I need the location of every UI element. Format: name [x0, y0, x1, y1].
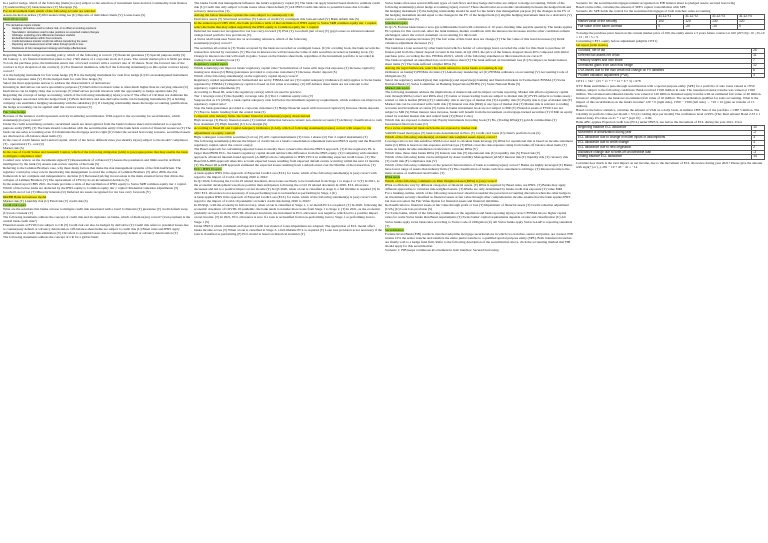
table-cell: 120 — [738, 20, 765, 25]
table-cell: -2 — [752, 130, 765, 135]
highlight: IRRBB Bank in business model — [3, 194, 47, 199]
table-cell: 25 — [752, 49, 765, 54]
inset-list — [6, 27, 188, 49]
highlight: Fair value hedge — [3, 109, 26, 114]
table-cell: 14 — [752, 155, 765, 160]
text-block: In the case of credit futures and Central Capital, which of the below different rules you identify is(are) subject to the model? compliance (T) - operational (T) - real (U) — [3, 137, 188, 146]
text-block: Bank's interest expense increases (T) The fair value of this bond does not change (T) The fair value of this bond decreases (U) Debit valuation adjustment decreases (V) — [385, 37, 565, 46]
text-block: In 2022Q1, with the economy in full recovery, when a loan is classified at Stage 1, a 12-month ECL is required. (T) In 2020, following the economic downturn of COVID-19 pandemic, the bank tends to transfer more loans from Stage 1 to Stage 2. (T) In 2021, as the economic gradually recovers from the COVID-19 related downturn, the increment in ECL allowance was negative, which led to a positive impact on net income. (T) In 2021, ECL allowance is zero if a loan is reclassified from non-performing loan to Stage 1 or performing loan to Stage 1 (S) — [194, 203, 382, 224]
highlight: In the annual report UBS 2021, the bank provides a table of Reconciliation of IFRS equity to Swiss SRB common equity tier 1 capital, select the items that may adjust negatively the IFRS equity to Common equity tier 1 capital: — [194, 21, 377, 30]
column-2 — [194, 1, 382, 541]
text-block: A bank applies IFRS 9 the approach of Expected Credit Loss (ECL) for loans, which of the following statement(s) is (are) correct with regard to the impact of Covid-19 pandemic on bank's credit risk during 2020 to 2022? — [194, 195, 377, 204]
table-cell: 130 — [711, 20, 738, 25]
table-row — [577, 24, 765, 29]
table-cell: 0 — [657, 24, 684, 29]
text-block: Reclassification to financial assets at fair value through profit or loss (T) Impairment of financial assets (T) Credit valuation adjustment (CVA) (U) Loan loss provision (S) — [385, 203, 569, 212]
text-block: Regulatory capital requirements in Switzerland are set by FINMA and are (T) Capital Adequacy Ordinance (CAO) applies to Swiss banks regulated by FINMA (T) Regulatory capital is based on fair value accounting. (U) Off-balance sheet items are not relevant to the regulatory capital adjustments (T) — [194, 77, 382, 90]
text-block: What are the solutions that banks can use to mitigate credit risk associated with a loan? Collaterals (T) guarantee (T) credit default swap (U) loan covenant (V) — [3, 206, 188, 215]
table-cell: 31.12.Y1 — [657, 15, 684, 20]
highlight: ECL / IFRS 9 topics — [194, 166, 222, 171]
table-cell: 3 — [752, 73, 765, 78]
table-cell: -20 — [684, 24, 711, 29]
text-block: CET1 = 742 − (25 + 11 + 7 + 12 + 6 + 3) = 678 — [576, 79, 641, 84]
highlight: RWA stuck — [385, 175, 401, 180]
table-cell: Allowance change due to write-off uncollectible loan — [577, 150, 752, 155]
highlight: According to Basel III and Capital Adequacy Ordinance (CAO), which of following statement(s) is(are) correct with respect to tier adjustments on equity capital? — [194, 126, 372, 135]
inset-item: • Embedded derivatives within host contracts — [12, 37, 188, 40]
text-block: For a banking outline, which of the following reason best/ should reconsider the perceived accounting discretion when the other hedge is an investment security classified as financial assets at fair value through other comprehensive income assume that the bank applies IFRS but does not select the Fair Value Option for financial assets and financial liabilities. — [385, 191, 571, 204]
text-block: Scenario 1b: the securitized mortgages remain recognized on FIB balance sheet as pledged assets: secured borrowing — [576, 1, 736, 5]
table-cell: Deferred tax assets net of tax — [577, 53, 752, 58]
highlight: For a swiss commercial bank such items are exposed to market risk: — [385, 126, 478, 131]
text-block — [3, 150, 191, 158]
table-cell: 12 — [752, 63, 765, 68]
text-block: According to Basel III, select the regulatory ratio(s) which are used in practice: — [194, 90, 302, 95]
table-cell: Treasury shares and own share — [577, 58, 752, 63]
highlight: Statement topics — [385, 21, 408, 26]
table-cell: Fair value of the future contract — [577, 24, 657, 29]
text-block: Ordinance on banks(T) FINMA circulars (T) Anti-money laundering act (U) FINMA ordinance on accounting (V) Accounting Code of Obligations (S) — [385, 69, 568, 78]
text-block: Select the regulatory authority(ies) that regulate(s) and supervise(s) banking and financial markets in Switzerland: FINMA (T) Swiss National Bank (U) Swiss Committee on Banking Supervision (BCBS) (V) Swiss National Bank (S) — [385, 77, 566, 86]
text-block: Regarding the bank's hedge accounting policy, which of the following is correct: (T) financial guarantee (T) Special purpose entity (S) — [3, 52, 186, 57]
text-block: statement(s) is(are) correct? — [194, 41, 232, 46]
text-block: Assets-backed securities (T) IPO underwriting fee (U) Deposits of individual clients (V) Loans-loans (S) — [3, 13, 146, 18]
text-block: In a perfect hedge, which of the following (items) is (are) subject to the selection of investment basis derived. Commodity trade finance (T) underwriting (U) bank insurance (V) Mortgage (S). — [3, 1, 188, 10]
text-block: Market risk (S) — [3, 145, 24, 150]
text-block: Stop the bank guarantees provided to corporate customers (T) Hedge financial assets with borrowed capital (U) Increase clients deposits (V) Borrow funds/ funding from the central bank (S) — [194, 106, 379, 115]
highlight: Among the legal framework, select the items referred to swiss banks accounting & reg: — [385, 65, 504, 70]
text-block: Based on the table, calculate the amount of SPE's capital consolidation with SPE. — [576, 5, 687, 10]
inset-screenshot — [3, 22, 191, 52]
text-block: The securities allocation is (T) Trades accepted by the bank are recorded as contingent losses. (U) In a trading book, the bank records the transaction ordered by customers (V) The rise in interest rate will increase the value of debt securities recorded as banking book. (S) Change in interest rate risk will result in gains / losses on the balance sheet item, regardless of the investment portfolio is recorded in trading book or banking book (T) — [194, 45, 380, 62]
text-block: Bank ABC applies Expected credit loss (ECL) under IFRS 9, see below the movement of ECL during the year 2021. Total — [576, 119, 742, 124]
highlight: Market risk topics — [385, 85, 410, 90]
inset-item: • Speculation: derivatives used to take positions on expected market changes — [12, 31, 188, 34]
text-block: In Q1-Y, Fortune bank issues a zero-gas reimbursable bond with a duration of 10 years, funding time payable quarterly. The banks applies EU options for this own bond. After the bank initiates, market conditions with the interest rate increases and the other conditions remain unchanged, select the correct statement on accounting for this bond: — [385, 25, 573, 38]
table-cell: 6 — [752, 68, 765, 73]
text-block: Swiss banks often uses several different types of cash flows and may hedge derivative are subject to hedge accounting. Which of the following statement(s) about hedge accounting is(are) correct? There should exist an economic relationship between the hedged item and the hedging instrument (T) the hedging relationship should be used for the bank's risk management purpose (T) the changes in the FV of the hedging instrument should equal to the changes in the FV of the hedged item (U) eligible hedging instrument must be a derivative (V) can be a combination (S) — [385, 1, 572, 22]
ecl-movement-table — [576, 125, 765, 160]
highlight: Securitization — [385, 227, 404, 232]
highlight: Which of the following statement(s) on banks' risk weighted assets is(are) correct? — [385, 134, 497, 139]
text-block: The Basel approach for calculating expected losses is usually more conservative than the IFRS 9 approach. (T) If the regulatory EL is larger than IFRS9 ECL, the bank's regulatory capital should subtract this difference from the IFRS equity. (T) Comparing with standard approach, advanced internal-based approach (A-IRB) is more compatible to IFRS 9 ECL in estimating expected credit losses. (T) The Basel III A-IRB approach takes into account expected losses resulting from expected default events occurring within the next 12 months (T) The Basel III A-IRB approach estimated the expected losses resulting from a default event over the lifetime of the transaction. (T) — [194, 146, 380, 167]
text-block: Which risk are exposed to market risk: Equity instruments in trading book (T) Bo. (Trading RWA)(T) gold & commodities (T) Guaranteed fixed rate loans (U) — [385, 118, 557, 127]
text-block: Tier 1 leverage ratio (T) the liquidity coverage ratio (U) Tier 1 common equity ratio (V) — [194, 94, 314, 99]
text-block: Select the most appropriate answer to address the characteristics of derivatives: — [3, 81, 111, 86]
column-4 — [576, 1, 765, 541]
table-cell: 0 — [738, 24, 765, 29]
inset-item: • Disclosure of risk management strategy and hedge effectiveness — [12, 47, 188, 50]
text-block: Regarding the concept of hedge accounting, which of the following statement(s) is(are) correct? The effect of CR must not dominate the value changes associated with the hedged item (T) Both derivative and non-derivative items can be hedging instruments (T) A holding company can establish a hedging relationship with the subsidiary (U) If a hedging relationship meets the hedge accounting qualification, the hedge accounting can be applied until the contract expires (V) — [3, 93, 189, 110]
text-block: The following statements address the concept of credit risk and its signature on banks, which of them is(are) correct? (loan payment is the central bank credit risk?) — [3, 214, 191, 223]
text-block: Market risk (T) Liquidity risk (U) Fund risk (V) credit risk (S) — [3, 198, 88, 203]
table-cell: Goodwill, net of tax — [577, 49, 752, 54]
text-block: Calculating CET1 equity before adjustment (eligible CET1) — [576, 38, 658, 43]
table-cell: Movement of amortization during year — [577, 130, 752, 135]
highlight: Compared with industry firms, the banks' financial statements(s) is(are) characterized — [194, 114, 311, 119]
text-block: Financial assets at FVOCI are subject to CR (T) Credit risk can also be hedged by derivative (T) Credit risk refers to potential losses due to counterparty default or solvency deterioration. Off-balance-sheet items are subject to credit risk (U) Basel rules and IFRS apply different rules on credit risk estimation (V) CR refers to potential losses due to counterparty default or solvency deterioration (T) — [3, 222, 189, 235]
text-block: The bank has a loan secured by other bank bond which a holder of a mortgage bond, recorded the order for this client to purchase 10 futures paid from the clients' deposit account in the bank. In Q2 2023, the price of the futures dropped about 40% compared with initial purchase price, according the Ors, FINMA 2020/1, which of the following statement on this transaction are correct? — [385, 45, 569, 58]
highlight: Regulatory capital topics — [194, 61, 228, 66]
table-cell: 11 — [752, 53, 765, 58]
text-block: SARON based mortgages (T) bank loans denominated in Euro (T) Credit card loans (U) client's portfolio book (S) — [385, 130, 541, 135]
text-block: Calculate how much is the total impact on net income, due to the movement of ECL allowance during year 2021? Please give the amount with sign(+) or (-). 281 − 10 + 45 − 41 = −14 — [576, 161, 763, 170]
text-block: For Swiss banks, which of the following comments on the regulation and bank reporting is(are) correct: FINMA has no higher capital ratios for some Swiss banks than Basel requirements (T) Swiss banks' capital requirements depends on size and classification (U) All Swiss banks apply swiss bank rules according to Swiss Code of Obligation (U) All Swiss banks apply Swiss GAAP to reporting standards (T) — [385, 211, 573, 228]
table-row — [577, 155, 765, 160]
cet1-adjustment-table — [576, 48, 765, 78]
text-block: Scenario 2b: SPE holds the control for the securitized mortgages of both tranches: sales accounting — [576, 9, 711, 14]
text-block: In Q1 2020, following the Covid-19 related downturn, more loans are likely to be transferred from Stage 1 to stage 2 or 3 (T) In 2021, as the economic development was more positive than anticipated, following the covid 19 related downturn in 2020, ECL allowance decreased and led to a positive impact on net income (T) In Q3 2020, when a loan is classified at stage 0, a full lifetime is required (T) In 2021 ECL allowance is not necessary, if non-performing loan is reclassified as performing in Stage 1 (U) — [194, 179, 380, 196]
text-block: The following statement(s) discuss the impact of credit risk on a bank's consolidation adjustment between IFRS 9 equity and the Basel III regulatory capital, select the correct one(s): — [194, 138, 381, 147]
text-block: High leverage (T) Heavy financial assets (T) Limited distinction between current/ non-current accounts (T) Arbitrary classification to cash flow statement (T) High liquidity (U) Low margin (S) — [194, 118, 382, 127]
text-block: Suppose that as CS (2018), a bank capital adequacy ratio fell below the minimum regulatory requirements, which solution can improve its regulatory capital ratio? — [194, 98, 382, 107]
text-block: In the annual report CBIS 2021, the bank provides a table of Reconciliation of IFRS equity to Swiss SRB common equity tier 1 capital. Which of the below items are deducted by the IFRS equity to Common equity tier 1 capital: Prudential valuation adjustments (T) Goodwill, net of tax (T) Minority interests (U) Deferred tax assets recognised for tax loss carry forwards (V) — [3, 182, 187, 195]
text-block: Referring to the Lehman Brothers case, why there many factors that make the risk management systems of the firm inefficient. The regulator could play a key role in monitoring risk management to avoid the collapse of Lehman Brothers (T) After 2006, the risk framework is not complete and independent to decision (U) Decreased pricing in real estate is the main external factor that drives the collapse of Lehman Brothers (V) The replacement of CFO by its an incremental decision (S) — [3, 166, 184, 183]
text-block: Which solution(s) can improve banks' regulatory capital ratio? Securitization of loans with large risk exposure (T) Increase capital by issuing new shares (U) Bring guarantees provided to corporate customers (T) Increase clients' deposit (S) — [194, 65, 375, 74]
table-cell: ECL allowance due to new origination — [577, 145, 752, 150]
highlight: Among the below measures/ options the ones subject to counterparty CR: — [194, 13, 294, 18]
text-block: Deferred tax assets not recognised for tax loss carry-forward (T) PVA (T), Goodwill (net of tax) (T) (pp) Losses on advanced entered ratings-based portfolio loss provisions (T). — [194, 29, 375, 38]
table-cell: 3 — [752, 135, 765, 140]
text-block: On January 1, A's financial institution plans to buy 1'500 shares of a corporate stock in 3 years. The current market price is $100 per share. To lock the purchase price, the institution enters into a forward contract with a contract rate of 10 shares. Note: the forward rate of the contract is 0 (at inception of the contract). (1) For financial institution, which of the following statement(s) on this option contract is(are) correct? — [3, 56, 191, 74]
text-block: XYZ Bank establishes a pass-through securitization with a special purpose entity (SPE) for a portfolio of auto loans valued at 1'050 million, subject to the following conditions: Bank received 1'020 million in cash. The transferred senior tranche was valued at 1'020 million. The retained subordinated tranche was valued at 120 million. Retained equity tranche with an estimated fair value of 40 million. Investors' obligation to the bank net an estimated fair value of 10 million. The securitization qualifies for sales accounting. What is the impact of this securitization on the bank's income? 120 + 0 (right side), 1'050 − 1'020 (left side) → +45 = 10 (gain on transfer of 15 million). — [576, 83, 762, 108]
text-block: Investing in derivatives can serve speculative purposes (T) Derivative's notional value is often much higher than its carrying amount (U) Derivatives can be highly risky due to leverage (V) Derivatives provide investors with the opportunity to hedge against risks (S) — [3, 85, 189, 94]
text-block: Which of the following comments on the general characteristics of bank accounting is(are) correct? Banks are highly leveraged (T) Banks have lower range of assets than industry firms (T) The classification of banks cash flow statement is arbitrage. (T) Interest income is the main revenue of traditional retail banks. (T) — [385, 162, 573, 175]
text-block: The following statement address the implications of market risk and its impact on bank reporting. Market risk affects regulatory capital ratio through RWA (correct and RWA also) (T) Gains or losses trading book are subject to market risk (U) FVPL subjects to banks assets / related or risk is market (RWA) (T) Commodity risk is one type of market risk (T) Liquidity risk (V) Equity risk is type of market risk (T) Market risk can be correlated with credit risk (T) Interest rate risk (IRR) is one type of market risk (T) Market risk is relevant to trading accounts and investment accounts (T) Gains in banks investment book are not subject to MR (V) Financial assets at FVOCI are not subject to MR (S) When interest rates increase, banks will benefit from the investment on mortgage-backed securities (T) If MR on equity raised by residual market risk and central bank (T) (Bond 2 also) — [385, 90, 573, 119]
text-block: The bank recognised an unrealized loss on its balance sheet (T) The bank suffered an investment loss (U) No impact on banks balance sheet items (V) The bank suffered a higher RWA (S) — [385, 57, 567, 66]
text-block: A bank applies IFRS 9 the approach of Expected Credit Loss (ECL) for loans, which of the following statement(s) is (are) correct with regard to the impact of Covid-19 during 2020 to 2022: — [194, 170, 377, 180]
text-block: Leverage ratio is not risk sensitive: RWA is not used to calculate bank leverage (T) RWA for operational risk is based on income statement items (U) RWA is based on risk exposure and risk type (T) RWA cover the risk exposure rising from banks off balance sheet items (T) Gains on banks income statement is irrelevant to calculate RWA (V) — [385, 138, 573, 151]
text-block: A Swiss retail bank uses Swiss law as accounting reference, which of the following — [194, 37, 307, 42]
text-block: The following statements address the concept of CR for a global bank: — [3, 234, 99, 239]
text-block: Under the credit securitizing scenario, securitized assets are derecognized from the bank's balance sheet and transferred to a special-purpose entity (SPE) (T) The bank should consolidate with the securitization entity if the bank holds control of financial resources (T) The bank can use sales accounting even if it maintains the mortgage service right (U) Under the secured borrowing scenario, securitized assets are disclosed as off-balance sheet items (S) — [3, 121, 191, 138]
highlight: Derivatives topics — [3, 17, 28, 22]
text-block: The banks Credit risk management influence the bank's regulatory capital (T) The bank can apply internal based model to estimate credit risk (U) Credit risk only subject to bank losses when client default (V) All IFRS Credit risk refers to potential losses due to banks solvency deterioration (T). — [194, 1, 380, 14]
text-block: Conduct new review on the documents signed (T) Reassessment of collateral (T) Assess the parameters and limits used in artificial intelligence by the bank (U) Assess sale-review surplus of the bank (S) — [3, 158, 181, 167]
table-cell: ECL allowance due to credit change — [577, 140, 752, 145]
table-cell: Unrealized gains from cash flow hedge — [577, 63, 752, 68]
text-block — [576, 43, 765, 47]
inset-item: • Credit derivatives transfer credit risk without transferring the asset — [12, 40, 188, 43]
text-block: Derivative assets (T) Structured securities (T) Letters of credit (U) contingent risk loan-encoded (V) Bank default risk (S) — [194, 17, 360, 22]
text-block — [194, 21, 382, 29]
table-cell: 31.12.Y3 — [711, 15, 738, 20]
table-cell: 2 — [752, 145, 765, 150]
column-3 — [385, 1, 573, 541]
table-cell: ECL allowance due to change in model inputs or assumptions — [577, 135, 752, 140]
text-block: Scenario 1: FIB keeps continuous involvement in both tranches: Secured borrowing — [385, 247, 499, 252]
table-cell: -3 — [752, 150, 765, 155]
highlight: bal report (with in mio) — [576, 43, 608, 47]
table-cell: 120 — [684, 20, 711, 25]
table-cell: 31.12.Y4 — [738, 15, 765, 20]
text-block: A is the hedging instrument for fair value hedge (T) B is the hedging instrument for cash flow hedge (U) It's an undesignated instrument for future exposure risks (V) It's the hedged item for cash flow hedge (S) — [3, 73, 188, 82]
inset-item: • Arbitrage: exploiting price differences between markets — [12, 34, 188, 37]
text-block: To hedge the purchase price based on the current market price of 100, the entity enters a 3 years future contract at 100 (20+10)= 10 ; 25-10 = 15 ; 10 / 5 = 5. — [576, 30, 765, 39]
text-block: Based on the below statistics, calculate the amount of VAR on a daily basis, in million CHF. Size of the portfolio = CHF 5 million. The volatility in portfolio value per month = 5% (21 trading days per month) The confidence level at 99% (The: Real amount Bond 2.33 x 1 desired data). P's-value on 21 * 1 rel * (sqrt 10) → 0.09. — [576, 107, 761, 120]
inset-item: • Reporting and measurement at fair value through profit or loss — [12, 43, 188, 46]
highlight: Which of the following comments on Risk Weighted Asset (RWA) is (are) correct? — [385, 179, 498, 184]
text-block: Which of the following items can be mitigated by Asset Liability Management (ALM)? Interest risk (T) liquidity risk (T) currency risk (T) credit risk (F) compliance risk (V) — [385, 154, 569, 163]
highlight: For an investment bank which of the following account are relevant: — [3, 9, 96, 14]
table-cell: 31.12.Y2 — [684, 15, 711, 20]
text-block — [194, 126, 382, 134]
inset-title: The derivatives topics include: — [6, 24, 41, 28]
table-cell: Market value of the security — [577, 20, 657, 25]
table-cell: 10 — [752, 126, 765, 131]
table-cell: Prudent valuation adjustment (PVA) — [577, 73, 752, 78]
text-block: Which of the following statement(s) on the regulatory capital is(are) correct? — [194, 73, 299, 78]
text-block: RWA coefficients vary by different categories of financial assets. (T) RWA is required by Basel rules, not IFRS. (T) Banks may apply different approaches to calculate risk-weighted assets. (T) RWAs are only determined by banks credit risk exposure (T) value MRI — [385, 183, 566, 192]
highlight: In the case of Credit Suisse and Greensill Capital, which of the following mitigation (with) is (are) appropriate that may enable the bank to mitigate compliance risk? — [3, 149, 188, 159]
table-cell: Ending balance ECL allowance — [577, 155, 752, 160]
table-row — [577, 73, 765, 78]
text-block: Which risks, these risks banks RWA (T) Interest rate risk (T) Operational risk (U) Liquidity risk (S) Fraud risk (V) — [385, 150, 541, 155]
text-block: High contingent convertible securities (CoCos) (T) AT1 capital instruments (T) Class 1 shares (U) Tier 2 capital instruments (T) — [194, 134, 368, 139]
highlight: Credit risk topics — [3, 202, 27, 207]
table-cell: 4 — [752, 140, 765, 145]
table-cell: CVA losses due to the own credit risk change on FV liabilities — [577, 68, 752, 73]
market-value-table — [576, 14, 765, 30]
column-1 — [3, 1, 191, 541]
table-cell: -10 — [711, 24, 738, 29]
inset-item: • Hedging: derivatives used to reduce risk, or to offset an existing exposure — [12, 27, 188, 30]
table-cell: 100 — [657, 20, 684, 25]
text-block: Because of the lenience credit represents activity in utilizing securitization. With regard to the accounting for securitization, which statement(s) is (are) correct? — [3, 113, 180, 122]
text-block: Fortune Invest Bank (FIB) conducts tranched subprime mortgage securitizations in which two tranches, senior and junior, are created. FIB retains 10% the senior tranche and transfers the entire junior tranche to a qualified special purpose entity (SPE). Both transferred tranches are finally sold to a hedge fund firm. Refer to the following description of the securitization above, click the accounting method that FIB should apply for this securitization. — [385, 231, 573, 248]
table-cell: 7 — [752, 58, 765, 63]
text-block: Under IFRS 9 which command an Expected Credit loss model of loans impairment are adopted. The application of ECL model affect banks income across (T) When a loan is classified at Stage 3, a full-lifetime ECL is required (T) Loan loss provision is not necessary if the loan is classified as performing (F) ECL model is based on historical statistics (T) — [194, 223, 382, 236]
section-heading — [3, 17, 191, 21]
table-cell: Beginning balance ECL allowance — [577, 126, 752, 131]
